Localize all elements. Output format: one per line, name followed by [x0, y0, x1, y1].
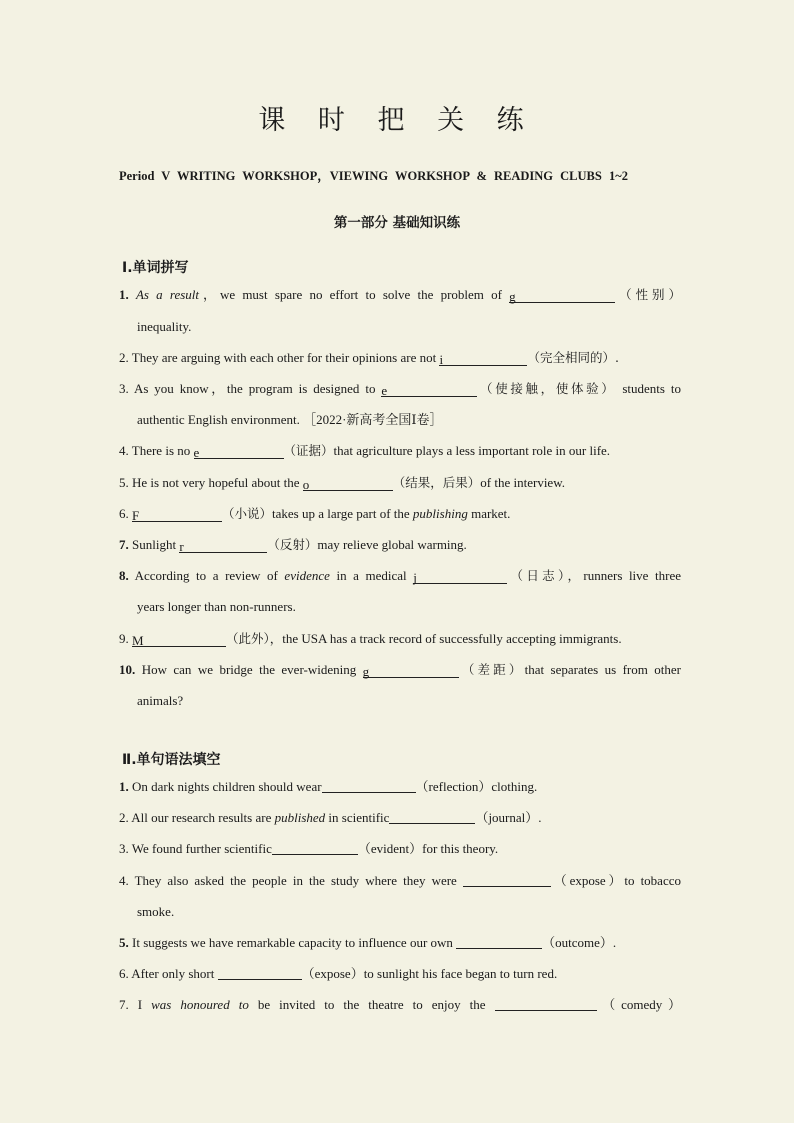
s2-question-1: 1. On dark nights children should wear （reflection）clothing.: [119, 779, 538, 794]
s1-question-1-cont: inequality.: [137, 319, 192, 334]
s2-question-6: 6. After only short （expose）to sunlight his face began to turn red.: [119, 966, 558, 981]
answer-blank[interactable]: o: [303, 476, 393, 491]
part-heading: 第一部分 基础知识练: [333, 215, 461, 231]
answer-blank[interactable]: M: [132, 632, 226, 647]
s1-question-7: 7. Sunlight r （反射）may relieve global warming.: [119, 537, 467, 554]
s1-question-6: 6. F （小说）takes up a large part of the publishing market.: [119, 506, 511, 523]
s1-question-5: 5. He is not very hopeful about the o （结果，后果）of the interview.: [119, 475, 565, 492]
page-title: 课 时 把 关 练: [258, 105, 536, 136]
answer-blank[interactable]: [389, 809, 475, 824]
answer-blank[interactable]: [218, 965, 302, 980]
s1-question-2: 2. They are arguing with each other for their opinions are not i （完全相同的）.: [119, 350, 619, 367]
period-subtitle: Period V WRITING WORKSHOP，VIEWING WORKSHOP & READING CLUBS 1~2: [119, 169, 628, 183]
answer-blank[interactable]: [272, 840, 358, 855]
s1-question-3: 3. As you know，the program is designed to e （使接触，使体验） students to: [119, 381, 681, 398]
answer-blank[interactable]: [456, 934, 542, 949]
s2-question-4: 4. They also asked the people in the study where they were （expose）to tobacco: [119, 873, 681, 888]
s1-question-10: 10. How can we bridge the ever-widening g （差距）that separates us from other: [119, 662, 681, 679]
answer-blank[interactable]: [322, 778, 416, 793]
s1-question-10-cont: animals?: [137, 693, 184, 708]
answer-blank[interactable]: [495, 996, 597, 1011]
s1-question-3-cont: authentic English environment. ［2022·新高考全国Ⅰ卷］: [137, 412, 443, 427]
s2-question-2: 2. All our research results are published in scientific （journal）.: [119, 810, 542, 825]
section2-heading: Ⅱ.单句语法填空: [122, 752, 221, 768]
answer-blank[interactable]: g: [363, 663, 459, 678]
s1-question-1: 1. As a result，we must spare no effort to solve the problem of g （性别）: [119, 287, 681, 304]
answer-blank[interactable]: e: [194, 444, 284, 459]
section1-heading: Ⅰ.单词拼写: [122, 260, 189, 276]
answer-blank[interactable]: j: [413, 569, 507, 584]
answer-blank[interactable]: F: [132, 507, 222, 522]
answer-blank[interactable]: i: [439, 351, 527, 366]
s1-question-9: 9. M （此外），the USA has a track record of successfully accepting immigrants.: [119, 631, 622, 648]
answer-blank[interactable]: [463, 872, 551, 887]
answer-blank[interactable]: g: [509, 288, 615, 303]
s2-question-4-cont: smoke.: [137, 904, 175, 919]
s2-question-7: 7. I was honoured to be invited to the theatre to enjoy the （comedy）: [119, 997, 681, 1012]
answer-blank[interactable]: r: [179, 538, 267, 553]
s1-question-4: 4. There is no e （证据）that agriculture plays a less important role in our life.: [119, 443, 611, 460]
s2-question-3: 3. We found further scientific （evident）for this theory.: [119, 841, 499, 856]
answer-blank[interactable]: e: [381, 382, 477, 397]
s1-question-8: 8. According to a review of evidence in a medical j （日志），runners live three: [119, 568, 681, 585]
s1-question-8-cont: years longer than non-runners.: [137, 599, 296, 614]
s2-question-5: 5. It suggests we have remarkable capacity to influence our own （outcome）.: [119, 935, 617, 950]
